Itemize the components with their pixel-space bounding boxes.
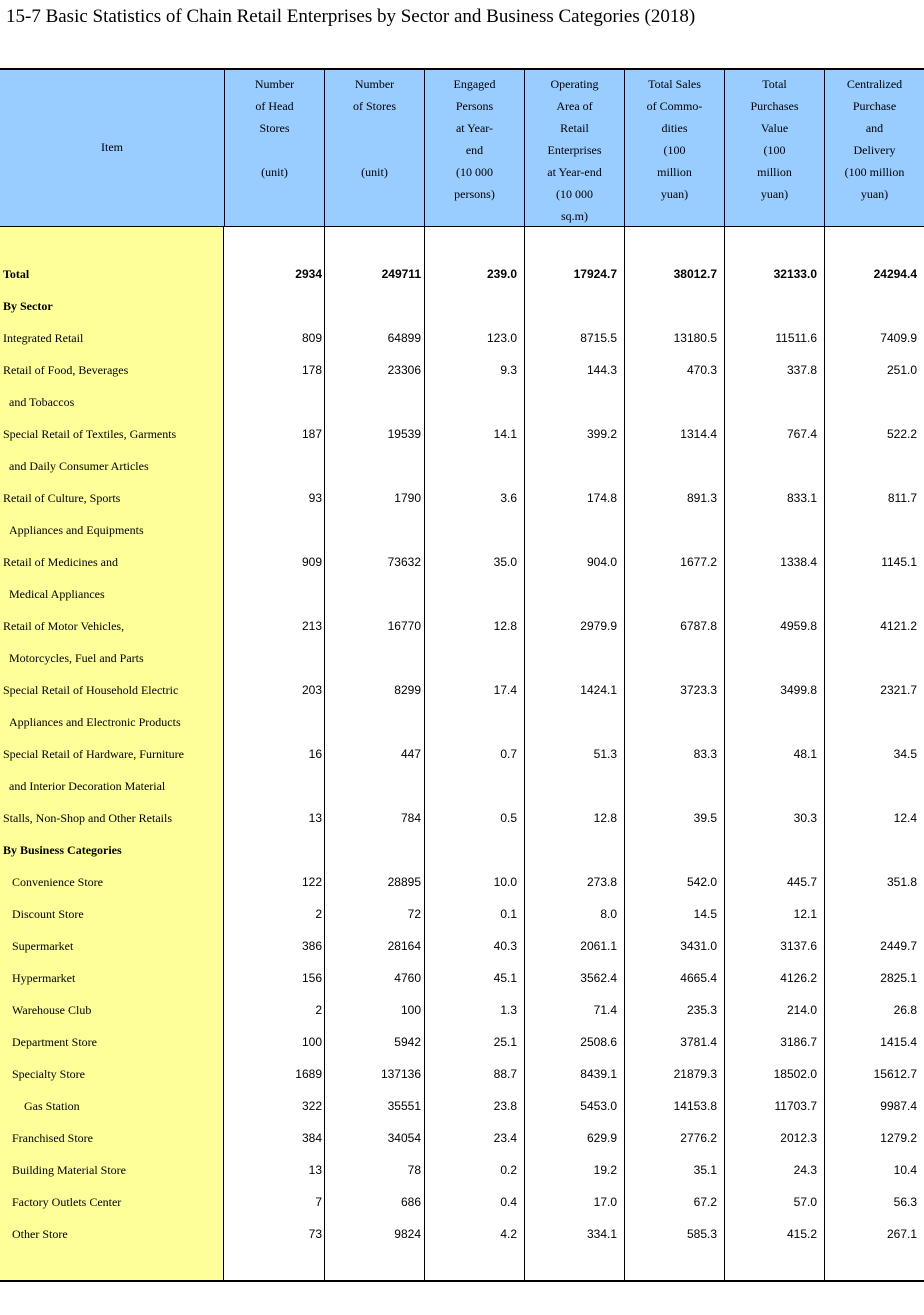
header-col-5 — [624, 70, 724, 226]
cell-value: 2979.9 — [580, 619, 617, 633]
header-col-line: Purchases — [750, 99, 799, 113]
cell-value: 7409.9 — [880, 331, 917, 345]
cell-value: 25.1 — [493, 1035, 517, 1049]
table-row — [0, 514, 924, 546]
row-label: Integrated Retail — [3, 331, 84, 345]
cell-value: 6787.8 — [680, 619, 717, 633]
table-row — [0, 1122, 924, 1154]
cell-value: 267.1 — [886, 1227, 917, 1241]
cell-value: 137136 — [380, 1067, 421, 1081]
cell-value: 73632 — [387, 555, 421, 569]
cell-value: 12.8 — [493, 619, 517, 633]
table-row — [0, 962, 924, 994]
row-label: and Tobaccos — [9, 395, 75, 409]
cell-value: 2776.2 — [680, 1131, 717, 1145]
cell-value: 249711 — [381, 267, 421, 281]
row-label: Special Retail of Textiles, Garments — [3, 427, 177, 441]
header-col-4 — [524, 70, 624, 226]
cell-value: 78 — [407, 1163, 421, 1177]
cell-value: 3.6 — [500, 491, 517, 505]
cell-value: 386 — [301, 939, 322, 953]
table-row — [0, 322, 924, 354]
cell-value: 34.5 — [893, 747, 917, 761]
cell-value: 67.2 — [693, 1195, 717, 1209]
row-label: Franchised Store — [12, 1131, 93, 1145]
cell-value: 322 — [301, 1099, 322, 1113]
header-col-line: Purchase — [852, 99, 897, 113]
cell-value: 445.7 — [786, 875, 817, 889]
header-col-line: yuan) — [760, 187, 789, 201]
row-label: Retail of Medicines and — [3, 555, 118, 569]
header-col-line: at Year- — [455, 121, 494, 135]
cell-value: 904.0 — [586, 555, 617, 569]
header-col-line: persons) — [454, 187, 495, 201]
header-col-line: (unit) — [261, 165, 288, 179]
cell-value: 251.0 — [886, 363, 917, 377]
row-label: Motorcycles, Fuel and Parts — [9, 651, 144, 665]
row-label: Supermarket — [12, 939, 74, 953]
table-row — [0, 418, 924, 450]
cell-value: 585.3 — [686, 1227, 717, 1241]
header-col-line — [325, 139, 424, 161]
row-label: Stalls, Non-Shop and Other Retails — [3, 811, 172, 825]
row-label: Special Retail of Household Electric — [3, 683, 179, 697]
cell-value: 767.4 — [786, 427, 817, 441]
cell-value: 5453.0 — [580, 1099, 617, 1113]
header-col-line: million — [657, 165, 692, 179]
table-row — [0, 706, 924, 738]
header-col-line: Operating — [550, 77, 599, 91]
cell-value: 2321.7 — [880, 683, 917, 697]
row-label: Appliances and Electronic Products — [9, 715, 181, 729]
cell-value: 1145.1 — [881, 555, 917, 569]
header-col-line: dities — [661, 121, 688, 135]
cell-value: 2061.1 — [580, 939, 617, 953]
table-row — [0, 258, 924, 290]
cell-value: 3781.4 — [680, 1035, 717, 1049]
header-col-line: sq.m) — [561, 209, 588, 223]
cell-value: 1424.1 — [580, 683, 617, 697]
table-row — [0, 610, 924, 642]
cell-value: 1338.4 — [780, 555, 817, 569]
cell-value: 3137.6 — [780, 939, 817, 953]
cell-value: 123.0 — [486, 331, 517, 345]
table-row — [0, 866, 924, 898]
cell-value: 470.3 — [686, 363, 717, 377]
row-label: Medical Appliances — [9, 587, 105, 601]
cell-value: 12.8 — [593, 811, 617, 825]
cell-value: 2012.3 — [780, 1131, 817, 1145]
cell-value: 1415.4 — [880, 1035, 917, 1049]
table-row — [0, 1186, 924, 1218]
cell-value: 1279.2 — [880, 1131, 917, 1145]
header-col-3 — [424, 70, 524, 226]
cell-value: 35551 — [387, 1099, 421, 1113]
cell-value: 45.1 — [493, 971, 517, 985]
table-row — [0, 1154, 924, 1186]
cell-value: 686 — [400, 1195, 421, 1209]
cell-value: 71.4 — [593, 1003, 617, 1017]
cell-value: 4959.8 — [780, 619, 817, 633]
page-title: 15-7 Basic Statistics of Chain Retail Enterprises by Sector and Business Categories (2018) — [6, 6, 696, 27]
cell-value: 1314.4 — [680, 427, 717, 441]
cell-value: 415.2 — [786, 1227, 817, 1241]
cell-value: 2449.7 — [880, 939, 917, 953]
header-col-line: (100 — [763, 143, 786, 157]
cell-value: 784 — [400, 811, 421, 825]
cell-value: 11703.7 — [774, 1099, 817, 1113]
cell-value: 156 — [301, 971, 322, 985]
cell-value: 122 — [301, 875, 322, 889]
cell-value: 73 — [308, 1227, 322, 1241]
cell-value: 1790 — [394, 491, 421, 505]
header-col-line: Area of — [556, 99, 593, 113]
header-item-label: Item — [101, 140, 123, 154]
cell-value: 384 — [301, 1131, 322, 1145]
header-col-line: (100 — [663, 143, 686, 157]
header-col-line — [325, 117, 424, 139]
cell-value: 12.4 — [893, 811, 917, 825]
table-row — [0, 834, 924, 866]
cell-value: 7 — [315, 1195, 322, 1209]
row-label: Total — [3, 267, 30, 281]
cell-value: 2934 — [295, 267, 322, 281]
row-label: Other Store — [12, 1227, 68, 1241]
table-row — [0, 1026, 924, 1058]
cell-value: 83.3 — [693, 747, 717, 761]
header-col-line: of Stores — [353, 99, 396, 113]
row-label: Hypermarket — [12, 971, 76, 985]
cell-value: 337.8 — [786, 363, 817, 377]
cell-value: 51.3 — [593, 747, 617, 761]
cell-value: 35.1 — [693, 1163, 717, 1177]
cell-value: 239.0 — [486, 267, 517, 281]
cell-value: 35.0 — [493, 555, 517, 569]
header-col-line — [225, 139, 324, 161]
cell-value: 15612.7 — [873, 1067, 917, 1081]
cell-value: 8299 — [394, 683, 421, 697]
cell-value: 28164 — [387, 939, 421, 953]
cell-value: 16770 — [387, 619, 421, 633]
cell-value: 19.2 — [593, 1163, 617, 1177]
cell-value: 4121.2 — [880, 619, 917, 633]
cell-value: 4760 — [394, 971, 421, 985]
row-label: Gas Station — [24, 1099, 80, 1113]
header-col-line: Stores — [259, 121, 290, 135]
cell-value: 64899 — [387, 331, 421, 345]
cell-value: 8.0 — [600, 907, 617, 921]
cell-value: 24.3 — [793, 1163, 817, 1177]
header-col-line: Value — [760, 121, 789, 135]
cell-value: 0.2 — [500, 1163, 517, 1177]
cell-value: 3499.8 — [780, 683, 817, 697]
cell-value: 18502.0 — [773, 1067, 817, 1081]
row-label: Factory Outlets Center — [12, 1195, 122, 1209]
table-row — [0, 482, 924, 514]
cell-value: 399.2 — [586, 427, 617, 441]
header-col-line: Number — [354, 77, 395, 91]
cell-value: 4.2 — [500, 1227, 517, 1241]
table-row — [0, 642, 924, 674]
header-col-line: yuan) — [860, 187, 889, 201]
table-row — [0, 802, 924, 834]
cell-value: 16 — [308, 747, 322, 761]
cell-value: 13180.5 — [673, 331, 717, 345]
cell-value: 24294.4 — [873, 267, 917, 281]
row-label: Retail of Culture, Sports — [3, 491, 121, 505]
cell-value: 17.4 — [493, 683, 517, 697]
header-col-2 — [324, 70, 424, 226]
cell-value: 12.1 — [793, 907, 817, 921]
cell-value: 351.8 — [886, 875, 917, 889]
header-col-1 — [224, 70, 324, 226]
row-label: By Sector — [3, 299, 53, 313]
cell-value: 809 — [301, 331, 322, 345]
cell-value: 14153.8 — [673, 1099, 717, 1113]
header-col-line: Engaged — [453, 77, 496, 91]
cell-value: 23.4 — [493, 1131, 517, 1145]
cell-value: 178 — [301, 363, 322, 377]
table-row — [0, 930, 924, 962]
row-label: By Business Categories — [3, 843, 122, 857]
cell-value: 542.0 — [686, 875, 717, 889]
cell-value: 9824 — [394, 1227, 421, 1241]
table-row — [0, 1090, 924, 1122]
cell-value: 9.3 — [500, 363, 517, 377]
cell-value: 833.1 — [786, 491, 817, 505]
cell-value: 0.1 — [500, 907, 517, 921]
header-col-line: million — [757, 165, 792, 179]
cell-value: 10.0 — [493, 875, 517, 889]
cell-value: 2 — [315, 907, 322, 921]
cell-value: 21879.3 — [673, 1067, 717, 1081]
cell-value: 30.3 — [793, 811, 817, 825]
table-row — [0, 450, 924, 482]
cell-value: 8715.5 — [580, 331, 617, 345]
header-col-line: Total — [762, 77, 787, 91]
cell-value: 14.5 — [693, 907, 717, 921]
row-label: Retail of Motor Vehicles, — [3, 619, 125, 633]
table-row — [0, 674, 924, 706]
header-col-line: (100 million — [844, 165, 905, 179]
cell-value: 13 — [308, 1163, 322, 1177]
header-col-7 — [824, 70, 924, 226]
cell-value: 9987.4 — [880, 1099, 917, 1113]
table-row — [0, 354, 924, 386]
header-col-line: Number — [254, 77, 295, 91]
header-col-line: Delivery — [853, 143, 896, 157]
row-label: Department Store — [12, 1035, 97, 1049]
header-col-line: of Head — [255, 99, 294, 113]
table-row — [0, 738, 924, 770]
cell-value: 2508.6 — [580, 1035, 617, 1049]
row-label: Retail of Food, Beverages — [3, 363, 129, 377]
cell-value: 447 — [400, 747, 421, 761]
row-label: Appliances and Equipments — [9, 523, 144, 537]
cell-value: 57.0 — [793, 1195, 817, 1209]
cell-value: 811.7 — [887, 491, 917, 505]
cell-value: 56.3 — [893, 1195, 917, 1209]
cell-value: 203 — [301, 683, 322, 697]
cell-value: 334.1 — [586, 1227, 617, 1241]
header-col-6 — [724, 70, 824, 226]
header-col-line: at Year-end — [547, 165, 602, 179]
header-col-line: yuan) — [660, 187, 689, 201]
cell-value: 19539 — [387, 427, 421, 441]
table-row — [0, 386, 924, 418]
table-row — [0, 1058, 924, 1090]
cell-value: 39.5 — [693, 811, 717, 825]
cell-value: 11511.6 — [775, 331, 817, 345]
bottom-rule — [0, 1280, 924, 1282]
cell-value: 10.4 — [893, 1163, 917, 1177]
cell-value: 28895 — [387, 875, 421, 889]
cell-value: 38012.7 — [673, 267, 717, 281]
table-row — [0, 546, 924, 578]
header-col-line: Enterprises — [547, 143, 602, 157]
cell-value: 3562.4 — [580, 971, 617, 985]
cell-value: 40.3 — [493, 939, 517, 953]
header-col-line: Centralized — [846, 77, 903, 91]
cell-value: 1689 — [295, 1067, 322, 1081]
table-body — [0, 227, 924, 1280]
cell-value: 0.4 — [500, 1195, 517, 1209]
cell-value: 629.9 — [586, 1131, 617, 1145]
cell-value: 3431.0 — [680, 939, 717, 953]
header-item — [0, 70, 224, 226]
header-col-line: (10 000 — [556, 187, 593, 201]
table-row — [0, 1218, 924, 1250]
cell-value: 2 — [315, 1003, 322, 1017]
cell-value: 4126.2 — [780, 971, 817, 985]
header-col-line: (10 000 — [456, 165, 493, 179]
cell-value: 23306 — [387, 363, 421, 377]
cell-value: 522.2 — [886, 427, 917, 441]
table-header — [0, 70, 924, 227]
row-label: Building Material Store — [12, 1163, 126, 1177]
cell-value: 93 — [308, 491, 322, 505]
cell-value: 8439.1 — [580, 1067, 617, 1081]
row-label: and Daily Consumer Articles — [9, 459, 149, 473]
cell-value: 187 — [301, 427, 322, 441]
cell-value: 213 — [301, 619, 322, 633]
cell-value: 235.3 — [686, 1003, 717, 1017]
row-label: and Interior Decoration Material — [9, 779, 166, 793]
row-label: Warehouse Club — [12, 1003, 92, 1017]
header-col-line: Total Sales — [648, 77, 701, 91]
cell-value: 0.5 — [500, 811, 517, 825]
cell-value: 17.0 — [593, 1195, 617, 1209]
cell-value: 72 — [407, 907, 421, 921]
cell-value: 3723.3 — [680, 683, 717, 697]
cell-value: 100 — [301, 1035, 322, 1049]
table-row — [0, 770, 924, 802]
cell-value: 3186.7 — [780, 1035, 817, 1049]
cell-value: 1677.2 — [680, 555, 717, 569]
table-row — [0, 898, 924, 930]
cell-value: 17924.7 — [573, 267, 617, 281]
cell-value: 144.3 — [586, 363, 617, 377]
cell-value: 174.8 — [586, 491, 617, 505]
cell-value: 48.1 — [793, 747, 817, 761]
header-col-line: of Commo- — [646, 99, 703, 113]
row-label: Convenience Store — [12, 875, 103, 889]
row-label: Discount Store — [12, 907, 84, 921]
cell-value: 214.0 — [786, 1003, 817, 1017]
row-label: Specialty Store — [12, 1067, 85, 1081]
cell-value: 13 — [308, 811, 322, 825]
cell-value: 100 — [400, 1003, 421, 1017]
cell-value: 26.8 — [893, 1003, 917, 1017]
cell-value: 5942 — [394, 1035, 421, 1049]
cell-value: 14.1 — [493, 427, 517, 441]
cell-value: 0.7 — [500, 747, 517, 761]
cell-value: 891.3 — [686, 491, 717, 505]
cell-value: 32133.0 — [773, 267, 817, 281]
table-row — [0, 578, 924, 610]
cell-value: 273.8 — [586, 875, 617, 889]
header-col-line: and — [865, 121, 884, 135]
header-col-line: Persons — [455, 99, 494, 113]
cell-value: 23.8 — [493, 1099, 517, 1113]
cell-value: 88.7 — [493, 1067, 517, 1081]
cell-value: 34054 — [387, 1131, 421, 1145]
table-row — [0, 994, 924, 1026]
header-col-line: end — [465, 143, 484, 157]
header-col-line: Retail — [560, 121, 589, 135]
cell-value: 1.3 — [500, 1003, 517, 1017]
cell-value: 4665.4 — [680, 971, 717, 985]
row-label: Special Retail of Hardware, Furniture — [3, 747, 184, 761]
cell-value: 909 — [301, 555, 322, 569]
header-col-line: (unit) — [361, 165, 388, 179]
table-row — [0, 290, 924, 322]
cell-value: 2825.1 — [880, 971, 917, 985]
